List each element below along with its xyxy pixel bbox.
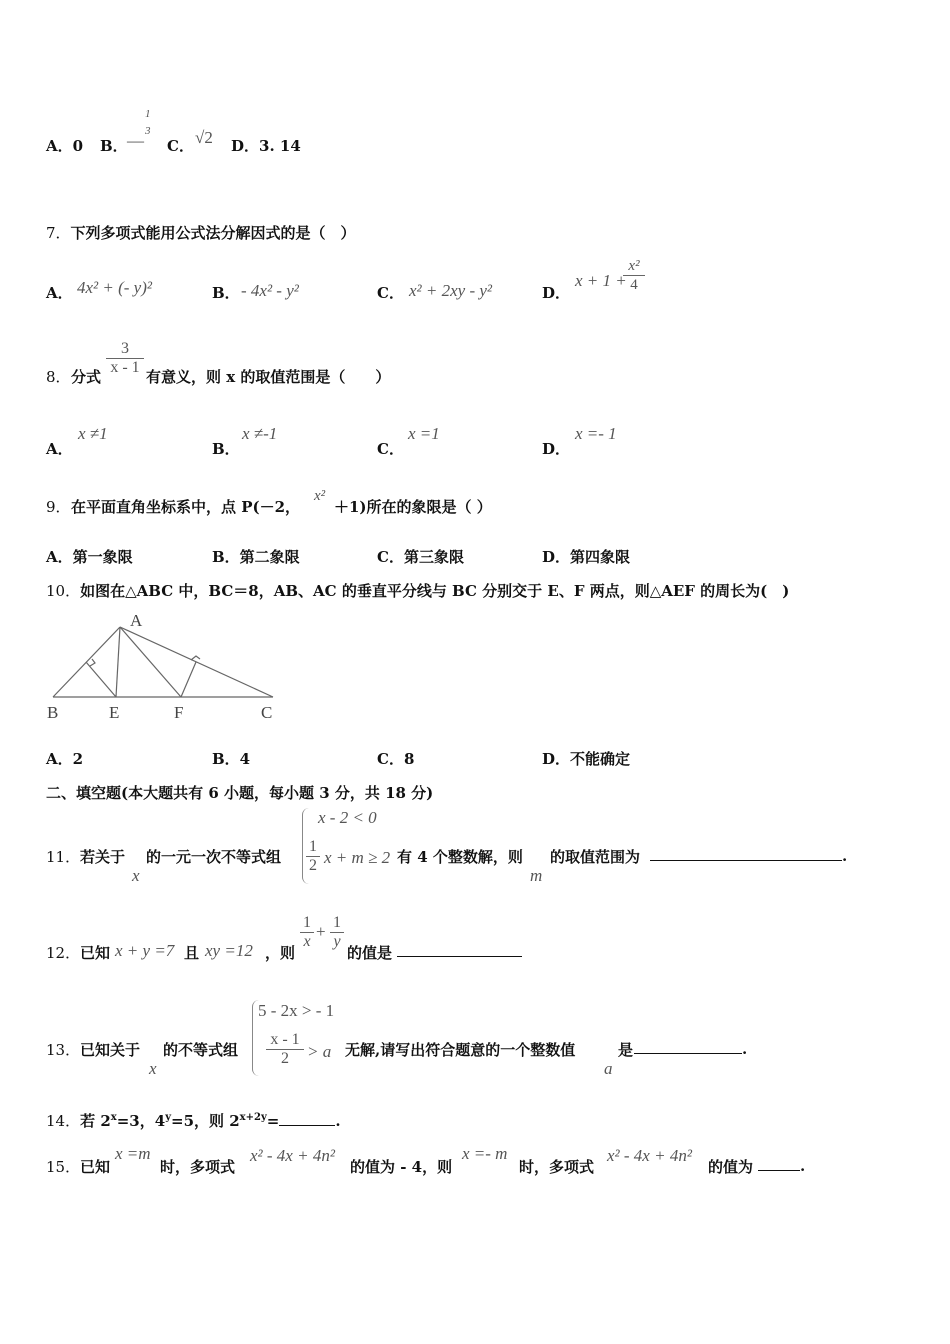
q7-c-expr: x² + 2xy - y²: [409, 281, 493, 300]
q11-var-m: m: [530, 866, 543, 885]
q12-e1: x + y =7: [115, 941, 175, 960]
q11-line2: x + m ≥ 2: [324, 848, 391, 867]
q8-option-b: B．: [212, 440, 240, 458]
q8-option-d: D．: [542, 440, 571, 458]
q6-option-a: A．0: [46, 137, 84, 155]
q12-t4: 的值是: [347, 944, 393, 962]
q14-number: 14．: [46, 1112, 81, 1130]
q13-answer: [634, 1039, 747, 1058]
q15-poly2: x² - 4x + 4n²: [607, 1146, 692, 1165]
q9-option-d: D．第四象限: [542, 548, 631, 566]
q11-t1: 若关于: [80, 848, 126, 866]
q10-number: 10．: [46, 582, 81, 600]
q10-text: 如图在△ABC 中，BC＝8，AB、AC 的垂直平分线与 BC 分别交于 E、F 两点，则△AEF 的周长为( ): [80, 582, 790, 600]
q10-option-a: A．2: [46, 750, 84, 768]
q13-t1: 已知关于: [80, 1041, 141, 1059]
q12-t2: 且: [184, 944, 200, 962]
q11-number: 11．: [46, 848, 81, 866]
q12-frac1-num: 1: [300, 914, 314, 933]
q10-right-angle-mark-1: [90, 659, 95, 666]
q13-frac-num: x - 1: [266, 1031, 304, 1050]
q8-number: 8．: [46, 368, 71, 386]
q8-fraction: [106, 340, 144, 377]
q15-e2: x =- m: [462, 1144, 508, 1163]
q10-option-c: C．8: [377, 750, 415, 768]
q10-triangle-figure: [40, 606, 285, 724]
q9-number: 9．: [46, 498, 71, 516]
q11-t2: 的一元一次不等式组: [146, 848, 282, 866]
q10-label-f: F: [174, 703, 184, 722]
q14-end: .: [335, 1112, 341, 1130]
q10-stem: [46, 580, 789, 601]
q12-frac2-den: y: [333, 933, 341, 950]
q11-t4: 的取值范围为: [550, 848, 641, 866]
q6-option-c: C．: [167, 137, 194, 155]
q7-d-fraction: [623, 257, 645, 294]
q8-text: 有意义，则 x 的取值范围是（ ）: [146, 368, 391, 386]
q15-answer: [758, 1156, 805, 1175]
q15-t4: 时，多项式: [519, 1158, 595, 1176]
q13-t2: 的不等式组: [163, 1041, 239, 1059]
q14-sup3: x+2y: [239, 1112, 267, 1123]
q10-line-af: [120, 627, 181, 697]
q7-a-expr: 4x² + (- y)²: [77, 278, 152, 297]
q8-numerator: 3: [106, 340, 144, 359]
q14-sup2: y: [165, 1112, 171, 1123]
q11-line1: x - 2 < 0: [318, 808, 377, 827]
q8-option-a: A．: [46, 440, 73, 458]
q14-sup1: x: [110, 1112, 117, 1123]
q13-blank[interactable]: [634, 1039, 742, 1054]
q7-option-a: A．: [46, 284, 73, 302]
q6-b-denominator: 3: [145, 125, 151, 137]
q8-d-expr: x =- 1: [575, 424, 617, 443]
q10-bisector-ac: [181, 662, 196, 697]
q11-blank[interactable]: [650, 846, 842, 861]
q12-e2: xy =12: [205, 941, 253, 960]
q8-a-expr: x ≠1: [78, 424, 108, 443]
q6-option-d: D．3. 14: [231, 137, 301, 155]
q12-frac2-num: 1: [330, 914, 344, 933]
q8-c-expr: x =1: [408, 424, 440, 443]
q13-frac-den: 2: [281, 1050, 289, 1067]
q7-option-b: B．: [212, 284, 240, 302]
q13-gt-a: > a: [307, 1042, 332, 1061]
q11-half-den: 2: [309, 857, 317, 874]
q10-label-c: C: [261, 703, 273, 722]
q15-t3: 的值为 - 4，则: [350, 1158, 453, 1176]
q15-t5: 的值为: [708, 1158, 754, 1176]
q10-label-a: A: [130, 611, 143, 630]
q6-b-numerator: 1: [145, 108, 151, 120]
q11-end: .: [842, 847, 848, 865]
q13-var-x: x: [149, 1059, 157, 1078]
q13-t4: 是: [618, 1041, 634, 1059]
q10-label-b: B: [47, 703, 59, 722]
q7-b-expr: - 4x² - y²: [241, 281, 299, 300]
q13-end: .: [742, 1040, 748, 1058]
q15-end: .: [800, 1157, 806, 1175]
q13-line1: 5 - 2x > - 1: [258, 1001, 335, 1020]
q6-b-minus: —: [127, 131, 144, 150]
q10-line-ac: [120, 627, 273, 697]
q12-t3: ，则: [265, 944, 296, 962]
q12-frac1-den: x: [303, 933, 311, 950]
q7-option-d: D．: [542, 284, 571, 302]
q10-option-d: D．不能确定: [542, 750, 631, 768]
q8-denominator: x - 1: [110, 359, 140, 376]
q9-option-a: A．第一象限: [46, 548, 133, 566]
q15-blank[interactable]: [758, 1156, 800, 1171]
q12-frac2: [330, 914, 344, 951]
q10-right-angle-mark-2: [191, 656, 200, 660]
q6-option-b: B．: [100, 137, 128, 155]
q7-number: 7．: [46, 224, 71, 242]
q7-stem: [46, 222, 356, 243]
q9-text2: ＋1)所在的象限是（ ）: [334, 498, 492, 516]
q11-var-x: x: [132, 866, 140, 885]
q7-option-c: C．: [377, 284, 404, 302]
q10-option-b: B．4: [212, 750, 251, 768]
q14-t1: 若 2: [80, 1112, 111, 1130]
q12-number: 12．: [46, 944, 81, 962]
q11-t3: 有 4 个整数解，则: [397, 848, 523, 866]
q14-t3: =5，则 2: [171, 1112, 240, 1130]
q12-blank[interactable]: [397, 942, 522, 957]
q9-option-c: C．第三象限: [377, 548, 464, 566]
q14-stem: [46, 1110, 341, 1131]
q7-d-numerator: x²: [623, 257, 645, 276]
q12-plus: +: [316, 922, 326, 941]
q9-expr: x²: [314, 488, 326, 504]
q8-b-expr: x ≠-1: [242, 424, 278, 443]
q10-label-e: E: [109, 703, 120, 722]
q14-t2: =3，4: [116, 1112, 166, 1130]
q7-text: 下列多项式能用公式法分解因式的是（ ）: [70, 224, 356, 242]
q9-option-b: B．第二象限: [212, 548, 300, 566]
q13-var-a: a: [604, 1059, 613, 1078]
q12-t1: 已知: [80, 944, 111, 962]
q9-text1: 在平面直角坐标系中，点 P(－2，: [71, 498, 301, 516]
q14-blank[interactable]: [279, 1111, 335, 1126]
q15-t1: 已知: [80, 1158, 111, 1176]
q11-half-num: 1: [306, 838, 320, 857]
q8-pre: 分式: [71, 368, 102, 386]
q13-fraction: [266, 1031, 304, 1068]
q14-t4: =: [266, 1112, 280, 1130]
q15-t2: 时，多项式: [160, 1158, 236, 1176]
q15-number: 15．: [46, 1158, 81, 1176]
q11-answer: [650, 846, 847, 865]
q13-number: 13．: [46, 1041, 81, 1059]
section-2-heading: 二、填空题(本大题共有 6 小题，每小题 3 分，共 18 分): [46, 784, 434, 802]
q12-answer: [397, 942, 522, 961]
q7-d-denominator: 4: [630, 277, 638, 293]
q10-bisector-ab: [86, 662, 116, 697]
q8-option-c: C．: [377, 440, 404, 458]
q15-e1: x =m: [115, 1144, 151, 1163]
q12-frac1: [300, 914, 314, 951]
q6-c-sqrt: √2: [195, 128, 213, 147]
q13-t3: 无解,请写出符合题意的一个整数值: [345, 1041, 576, 1059]
q7-d-expr: x + 1 +: [575, 271, 627, 290]
q15-poly1: x² - 4x + 4n²: [250, 1146, 335, 1165]
q11-half: [306, 838, 320, 875]
q10-line-ae: [116, 627, 120, 697]
